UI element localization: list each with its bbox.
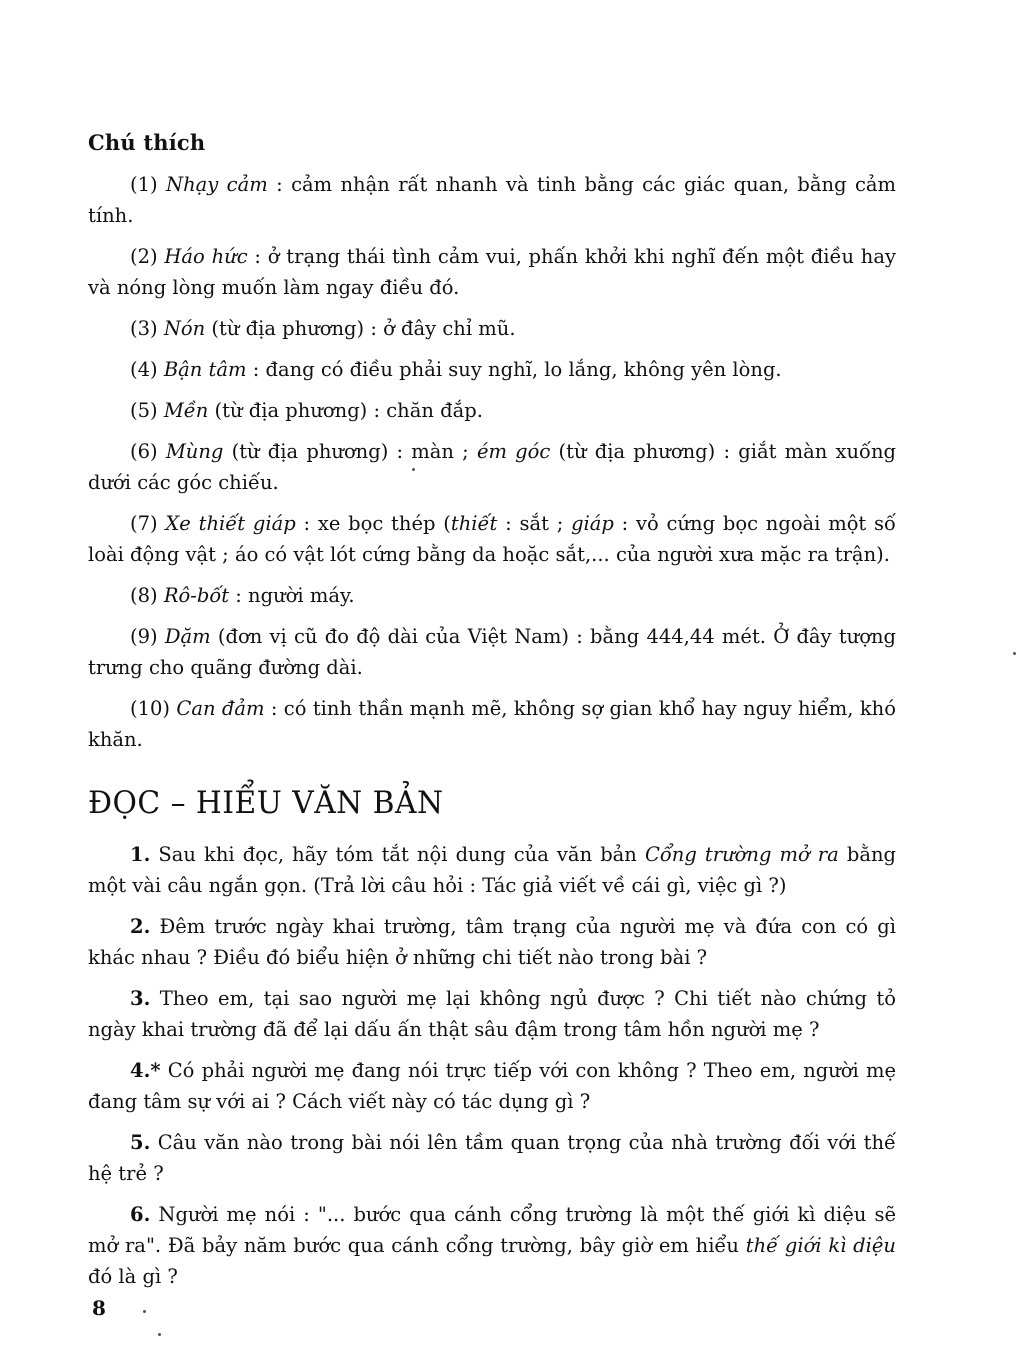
note-number: (6) — [130, 440, 158, 463]
note-number: (3) — [130, 317, 158, 340]
note-definition: : người máy. — [229, 584, 355, 607]
note-term: Mền — [163, 399, 209, 422]
note-number: (1) — [130, 173, 158, 196]
question-number: 5. — [130, 1131, 151, 1154]
question-item — [88, 1127, 896, 1189]
note-item — [88, 354, 896, 385]
note-definition: (từ địa phương) : ở đây chỉ mũ. — [205, 317, 516, 340]
question-italic: thế giới kì diệu — [745, 1234, 896, 1257]
question-number: 2. — [130, 915, 151, 938]
note-term: Bận tâm — [163, 358, 247, 381]
scan-speck — [412, 468, 415, 471]
note-definition: : cảm nhận rất nhanh và tinh bằng các giác quan, bằng cảm tính. — [88, 173, 896, 227]
question-number: 1. — [130, 843, 151, 866]
question-text: bằng một vài câu ngắn gọn. (Trả lời câu hỏi : Tác giả viết về cái gì, việc gì ?) — [88, 843, 896, 897]
note-definition: : đang có điều phải suy nghĩ, lo lắng, không yên lòng. — [246, 358, 782, 381]
question-number: 3. — [130, 987, 151, 1010]
question-number: 6. — [130, 1203, 151, 1226]
note-term: Háo hức — [164, 245, 248, 268]
note-term: Mùng — [165, 440, 224, 463]
note-number: (9) — [130, 625, 158, 648]
notes-list — [88, 169, 896, 755]
note-term: thiết — [450, 512, 498, 535]
note-item — [88, 580, 896, 611]
note-item — [88, 395, 896, 426]
question-italic: Cổng trường mở ra — [644, 843, 839, 866]
note-number: (7) — [130, 512, 158, 535]
scan-speck — [143, 1310, 146, 1313]
reading-section-title: ĐỌC – HIỂU VĂN BẢN — [88, 785, 444, 821]
note-term: Xe thiết giáp — [165, 512, 296, 535]
note-number: (5) — [130, 399, 158, 422]
question-number: 4.* — [130, 1059, 161, 1082]
question-text: Có phải người mẹ đang nói trực tiếp với con không ? Theo em, người mẹ đang tâm sự với ai ? Cách viết này có tác dụng gì ? — [88, 1059, 896, 1113]
note-definition: : sắt ; — [497, 512, 572, 535]
note-term: Nón — [163, 317, 206, 340]
note-definition: : ở trạng thái tình cảm vui, phấn khởi khi nghĩ đến một điều hay và nóng lòng muốn làm ngay điều đó. — [88, 245, 897, 299]
question-item — [88, 911, 896, 973]
note-definition: (từ địa phương) : giắt màn xuống dưới các góc chiếu. — [88, 440, 897, 494]
note-definition: (từ địa phương) : màn ; — [223, 440, 477, 463]
note-definition: : vỏ cứng bọc ngoài một số loài động vật ; áo có vật lót cứng bằng da hoặc sắt,... của người xưa mặc ra trận). — [88, 512, 896, 566]
question-text: Đêm trước ngày khai trường, tâm trạng của người mẹ và đứa con có gì khác nhau ? Điều đó biểu hiện ở những chi tiết nào trong bài ? — [88, 915, 896, 969]
note-definition: (đơn vị cũ đo độ dài của Việt Nam) : bằng 444,44 mét. Ở đây tượng trưng cho quãng đường dài. — [88, 625, 896, 679]
question-item — [88, 1055, 896, 1117]
scan-speck — [158, 1333, 161, 1336]
page-number: 8 — [92, 1296, 106, 1320]
question-item — [88, 983, 896, 1045]
note-term: ém góc — [476, 440, 551, 463]
question-text: Câu văn nào trong bài nói lên tầm quan trọng của nhà trường đối với thế hệ trẻ ? — [88, 1131, 896, 1185]
question-text: Người mẹ nói : "... bước qua cánh cổng trường là một thế giới kì diệu sẽ mở ra". Đã bảy năm bước qua cánh cổng trường, bây giờ em hiểu — [88, 1203, 896, 1257]
note-term: Dặm — [164, 625, 211, 648]
note-item — [88, 693, 896, 755]
note-definition: : có tinh thần mạnh mẽ, không sợ gian khổ hay nguy hiểm, khó khăn. — [88, 697, 896, 751]
note-number: (4) — [130, 358, 158, 381]
question-text: Theo em, tại sao người mẹ lại không ngủ được ? Chi tiết nào chứng tỏ ngày khai trường đã để lại dấu ấn thật sâu đậm trong tâm hồn người mẹ ? — [88, 987, 896, 1041]
note-number: (8) — [130, 584, 158, 607]
note-term: Can đảm — [176, 697, 265, 720]
note-item — [88, 621, 896, 683]
note-item — [88, 169, 896, 231]
note-item — [88, 436, 896, 498]
note-item — [88, 241, 896, 303]
note-definition: (từ địa phương) : chăn đắp. — [208, 399, 483, 422]
note-definition: : xe bọc thép ( — [295, 512, 451, 535]
question-text: đó là gì ? — [88, 1265, 178, 1288]
note-number: (2) — [130, 245, 158, 268]
note-term: giáp — [571, 512, 614, 535]
note-item — [88, 508, 896, 570]
note-term: Rô-bốt — [163, 584, 230, 607]
notes-title: Chú thích — [88, 130, 206, 155]
note-number: (10) — [130, 697, 171, 720]
note-item — [88, 313, 896, 344]
question-item — [88, 839, 896, 901]
scan-speck — [1013, 652, 1016, 655]
question-text: Sau khi đọc, hãy tóm tắt nội dung của văn bản — [150, 843, 645, 866]
questions-list — [88, 839, 896, 1292]
page-content — [88, 130, 896, 1302]
question-item — [88, 1199, 896, 1292]
note-term: Nhạy cảm — [166, 173, 268, 196]
